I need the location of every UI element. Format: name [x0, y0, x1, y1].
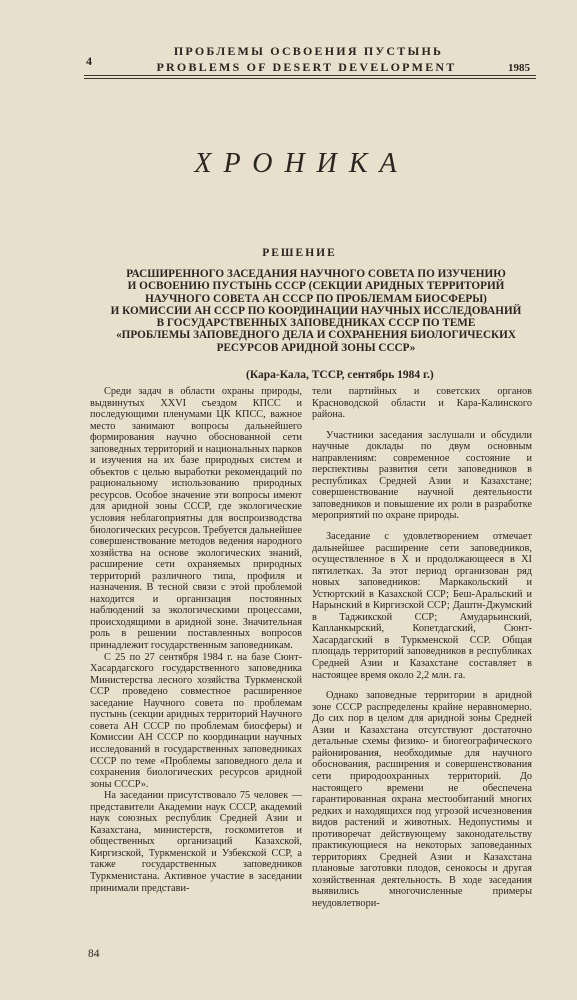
decision-subtitle-line: РАСШИРЕННОГО ЗАСЕДАНИЯ НАУЧНОГО СОВЕТА ПО ИЗУЧЕНИЮ: [126, 268, 506, 280]
header-rule-bottom: [84, 78, 536, 79]
decision-subtitle-line: НАУЧНОГО СОВЕТА АН СССР ПО ПРОБЛЕМАМ БИОСФЕРЫ): [145, 292, 487, 305]
decision-subtitle: [90, 268, 542, 354]
decision-subtitle-line: РЕСУРСОВ АРИДНОЙ ЗОНЫ СССР»: [216, 341, 416, 354]
right-column: [312, 386, 532, 910]
decision-subtitle-line: В ГОСУДАРСТВЕННЫХ ЗАПОВЕДНИКАХ СССР ПО ТЕМЕ: [156, 317, 476, 330]
paragraph: Однако заповедные территории в аридной зоне СССР распределены крайне неравномерно. До сих пор в целом для аридной зоны Средней Азии и Казахстана отсутствуют достаточно детальные схемы физико- и биогеографического районирования, необходимые для научного обоснования, расширения и совершенствования сети природоохранных территорий. До настоящего времени не обеспечена гарантированная охрана местообитаний многих редких и находящихся под угрозой исчезновения видов растений и животных. Недопустимы и противоречат действующему законодательству практикующиеся на некоторых заповеданных территориях Средней Азии и Казахстана плановые заготовки плодов, сенокосы и другая хозяйственная деятельность. В ходе заседания выявились многочисленные примеры неудовлетвори-: [312, 690, 532, 909]
decision-subtitle-line: И КОМИССИИ АН СССР ПО КООРДИНАЦИИ НАУЧНЫХ ИССЛЕДОВАНИЙ: [110, 304, 522, 317]
decision-subtitle-line: «ПРОБЛЕМЫ ЗАПОВЕДНОГО ДЕЛА И СОХРАНЕНИЯ БИОЛОГИЧЕСКИХ: [116, 329, 516, 342]
paragraph: Участники заседания заслушали и обсудили научные доклады по двум основным направлениям: современное состояние и перспективы развития сети заповедников в республиках Средней Азии и Казахстане; совершенствование научной деятельности заповедников и повышение их роли в разработке мероприятий по охране природы.: [312, 429, 532, 522]
paragraph-continued: тели партийных и советских органов Красноводской области и Кара-Калинского района.: [312, 386, 532, 421]
paragraph: Среди задач в области охраны природы, выдвинутых XXVI съездом КПСС и последующими пленумами ЦК КПСС, важное место занимают вопросы дальнейшего формирования научно обоснованной сети заповедных территорий и национальных парков и изучения на их базе природных систем и объектов с целью выработки рекомендаций по рациональному использованию природных ресурсов. Особое значение эти вопросы имеют для аридной зоны СССР, где экологические условия неблагоприятны для воспроизводства биологических ресурсов. Требуется дальнейшее совершенствование методов ведения народного хозяйства на основе экологических знаний, расширение сети охраняемых природных территорий различного типа, профиля и назначения. В тесной связи с этой проблемой находится и организация постоянных наблюдений за экологическими процессами, происходящими в аридной зоне. Значительная роль в решении поставленных вопросов принадлежит государственным заповедникам.: [90, 386, 302, 652]
paragraph: С 25 по 27 сентября 1984 г. на базе Сюнт-Хасардагского государственного заповедника Министерства лесного хозяйства Туркменской ССР проведено совместное расширенное заседание Научного совета по проблемам пустынь (секции аридных территорий Научного совета АН СССР по проблемам биосферы) и Комиссии АН СССР по координации научных исследований в государственных заповедниках СССР по теме «Проблемы заповедного дела и сохранения биологических ресурсов аридной зоны СССР».: [90, 651, 302, 790]
header-rule-top: [84, 75, 536, 76]
paragraph: Заседание с удовлетворением отмечает дальнейшее расширение сети заповедников, осуществленное в X и продолжающееся в XI пятилетках. За этот период организован ряд новых заповедников: Маркакольский и Устюртский в Казахской ССР; Беш-Аральский и Нарынский в Киргизской ССР; Даштн-Джумский в Таджикской ССР; Амударьинский, Капланкырский, Копетдагский, Сюнт-Хасардагский в Туркменской ССР. Общая площадь территорий заповедников в республиках Средней Азии и Казахстане составляет в настоящее время около 2,2 млн. га.: [312, 531, 532, 681]
left-column: [90, 386, 302, 894]
header-title-en: PROBLEMS OF DESERT DEVELOPMENT: [156, 60, 457, 74]
decision-subtitle-line: И ОСВОЕНИЮ ПУСТЫНЬ СССР (СЕКЦИИ АРИДНЫХ ТЕРРИТОРИЙ: [127, 280, 505, 293]
footer-page-number: 84: [88, 948, 100, 960]
section-title: ХРОНИКА: [194, 148, 409, 179]
place-date: (Кара-Кала, ТССР, сентябрь 1984 г.): [246, 369, 434, 381]
header-title-ru: ПРОБЛЕМЫ ОСВОЕНИЯ ПУСТЫНЬ: [173, 44, 444, 58]
decision-title: РЕШЕНИЕ: [262, 247, 337, 259]
header-year: 1985: [508, 62, 530, 74]
paragraph: На заседании присутствовало 75 человек — представители Академии наук СССР, академий наук союзных республик Средней Азии и Казахстана, министерств, госкомитетов и общественных организаций Казахской, Киргизской, Туркменской и Узбекской ССР, а также государственных заповедников Туркменистана. Активное участие в заседании принимали представи-: [90, 790, 302, 894]
header-page-number: 4: [86, 54, 92, 68]
